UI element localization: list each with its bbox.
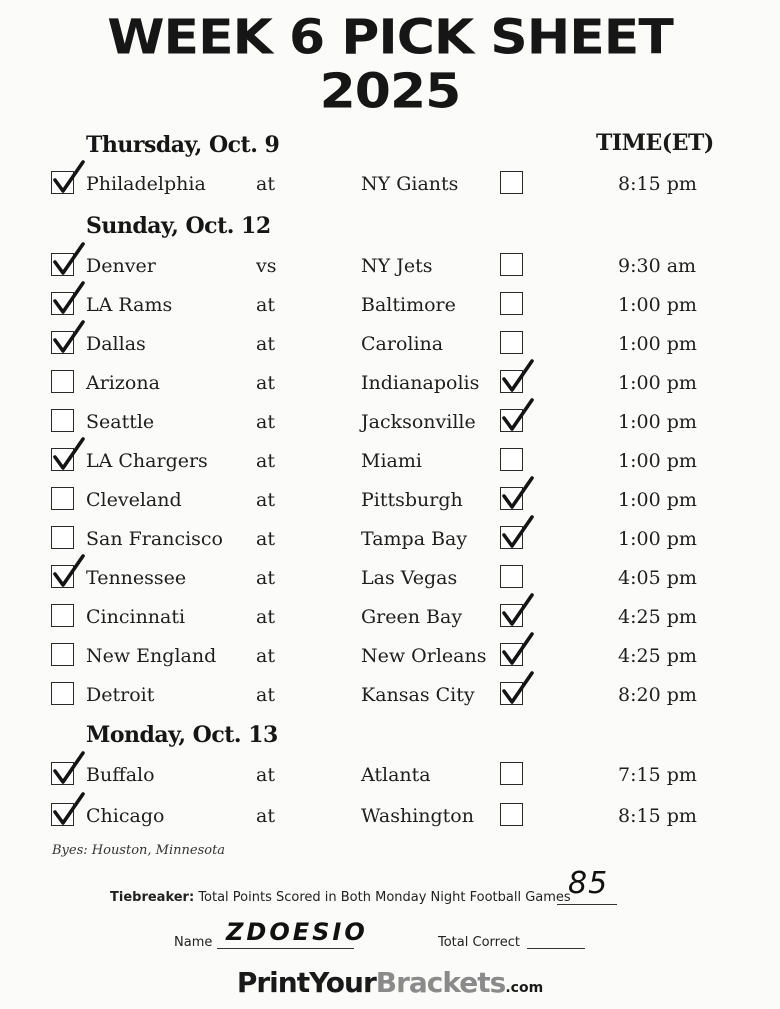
day-heading: Thursday, Oct. 9 — [86, 132, 280, 158]
checkmark-icon — [50, 281, 86, 317]
home-team: Pittsburgh — [361, 489, 463, 511]
home-team: NY Giants — [361, 173, 459, 195]
home-team: Kansas City — [361, 684, 475, 706]
away-team: Detroit — [86, 684, 155, 706]
home-pick-checkbox[interactable] — [500, 409, 523, 432]
matchup-separator: at — [256, 411, 275, 433]
checkmark-icon — [499, 476, 535, 512]
game-row — [0, 407, 780, 437]
kickoff-time: 1:00 pm — [618, 333, 697, 355]
game-row — [0, 485, 780, 515]
name-field[interactable]: ZDOESIO — [226, 918, 368, 946]
checkmark-icon — [50, 792, 86, 828]
home-pick-checkbox[interactable] — [500, 565, 523, 588]
away-pick-checkbox[interactable] — [51, 370, 74, 393]
name-label: Name — [174, 935, 213, 950]
matchup-separator: at — [256, 805, 275, 827]
checkmark-icon — [499, 515, 535, 551]
away-pick-checkbox[interactable] — [51, 331, 74, 354]
away-team: New England — [86, 645, 217, 667]
away-pick-checkbox[interactable] — [51, 604, 74, 627]
brand-part2: Brackets — [375, 966, 506, 999]
matchup-separator: at — [256, 333, 275, 355]
kickoff-time: 1:00 pm — [618, 450, 697, 472]
game-row — [0, 641, 780, 671]
home-team: Atlanta — [361, 764, 431, 786]
kickoff-time: 1:00 pm — [618, 411, 697, 433]
matchup-separator: at — [256, 606, 275, 628]
away-pick-checkbox[interactable] — [51, 171, 74, 194]
total-correct-label: Total Correct — [438, 935, 520, 950]
away-team: Buffalo — [86, 764, 155, 786]
checkmark-icon — [50, 242, 86, 278]
home-team: Baltimore — [361, 294, 456, 316]
away-team: Cincinnati — [86, 606, 186, 628]
tiebreaker-line — [557, 904, 617, 905]
checkmark-icon — [50, 320, 86, 356]
home-pick-checkbox[interactable] — [500, 448, 523, 471]
game-row — [0, 602, 780, 632]
game-row — [0, 760, 780, 790]
away-team: Philadelphia — [86, 173, 206, 195]
checkmark-icon — [50, 554, 86, 590]
home-team: NY Jets — [361, 255, 433, 277]
home-pick-checkbox[interactable] — [500, 682, 523, 705]
game-row — [0, 446, 780, 476]
kickoff-time: 8:20 pm — [618, 684, 697, 706]
game-row — [0, 524, 780, 554]
brand-part3: .com — [505, 980, 544, 996]
game-row — [0, 368, 780, 398]
checkmark-icon — [50, 437, 86, 473]
game-row — [0, 169, 780, 199]
game-row — [0, 563, 780, 593]
home-team: Miami — [361, 450, 422, 472]
checkmark-icon — [50, 751, 86, 787]
home-pick-checkbox[interactable] — [500, 604, 523, 627]
home-team: Las Vegas — [361, 567, 458, 589]
sheet-title: WEEK 6 PICK SHEET — [107, 10, 673, 66]
away-pick-checkbox[interactable] — [51, 803, 74, 826]
game-row — [0, 329, 780, 359]
home-team: Tampa Bay — [361, 528, 468, 550]
away-pick-checkbox[interactable] — [51, 448, 74, 471]
sheet-year: 2025 — [319, 64, 461, 120]
away-pick-checkbox[interactable] — [51, 292, 74, 315]
matchup-separator: at — [256, 489, 275, 511]
byes-note: Byes: Houston, Minnesota — [52, 843, 226, 858]
time-column-header: TIME(ET) — [596, 130, 714, 156]
matchup-separator: at — [256, 528, 275, 550]
kickoff-time: 1:00 pm — [618, 294, 697, 316]
home-team: Carolina — [361, 333, 444, 355]
home-pick-checkbox[interactable] — [500, 171, 523, 194]
kickoff-time: 1:00 pm — [618, 489, 697, 511]
matchup-separator: at — [256, 173, 275, 195]
kickoff-time: 9:30 am — [618, 255, 697, 277]
kickoff-time: 8:15 pm — [618, 173, 697, 195]
home-team: New Orleans — [361, 645, 487, 667]
brand-logo — [0, 966, 780, 999]
kickoff-time: 1:00 pm — [618, 372, 697, 394]
away-team: Tennessee — [86, 567, 187, 589]
matchup-separator: at — [256, 764, 275, 786]
day-heading: Sunday, Oct. 12 — [86, 213, 271, 239]
home-pick-checkbox[interactable] — [500, 526, 523, 549]
home-team: Green Bay — [361, 606, 463, 628]
home-team: Jacksonville — [361, 411, 476, 433]
tiebreaker-label — [110, 890, 571, 905]
kickoff-time: 4:05 pm — [618, 567, 697, 589]
home-pick-checkbox[interactable] — [500, 803, 523, 826]
away-pick-checkbox[interactable] — [51, 526, 74, 549]
checkmark-icon — [499, 632, 535, 668]
matchup-separator: at — [256, 684, 275, 706]
matchup-separator: vs — [256, 255, 277, 277]
home-pick-checkbox[interactable] — [500, 331, 523, 354]
checkmark-icon — [499, 359, 535, 395]
away-team: Cleveland — [86, 489, 182, 511]
matchup-separator: at — [256, 567, 275, 589]
matchup-separator: at — [256, 645, 275, 667]
away-pick-checkbox[interactable] — [51, 682, 74, 705]
game-row — [0, 680, 780, 710]
away-pick-checkbox[interactable] — [51, 253, 74, 276]
kickoff-time: 7:15 pm — [618, 764, 697, 786]
away-team: San Francisco — [86, 528, 223, 550]
home-pick-checkbox[interactable] — [500, 253, 523, 276]
kickoff-time: 8:15 pm — [618, 805, 697, 827]
home-pick-checkbox[interactable] — [500, 370, 523, 393]
away-pick-checkbox[interactable] — [51, 487, 74, 510]
away-pick-checkbox[interactable] — [51, 643, 74, 666]
home-pick-checkbox[interactable] — [500, 762, 523, 785]
away-team: Chicago — [86, 805, 165, 827]
kickoff-time: 4:25 pm — [618, 606, 697, 628]
name-line — [217, 948, 354, 949]
home-team: Indianapolis — [361, 372, 480, 394]
checkmark-icon — [499, 398, 535, 434]
brand-part1: PrintYour — [236, 966, 376, 999]
away-pick-checkbox[interactable] — [51, 409, 74, 432]
away-team: Dallas — [86, 333, 146, 355]
total-correct-field[interactable] — [527, 948, 585, 949]
away-team: Denver — [86, 255, 156, 277]
matchup-separator: at — [256, 372, 275, 394]
kickoff-time: 4:25 pm — [618, 645, 697, 667]
away-pick-checkbox[interactable] — [51, 762, 74, 785]
checkmark-icon — [499, 671, 535, 707]
away-pick-checkbox[interactable] — [51, 565, 74, 588]
game-row — [0, 290, 780, 320]
checkmark-icon — [50, 160, 86, 196]
checkmark-icon — [499, 593, 535, 629]
away-team: LA Chargers — [86, 450, 208, 472]
tiebreaker-text: Total Points Scored in Both Monday Night Football Games — [198, 890, 571, 905]
home-team: Washington — [361, 805, 474, 827]
matchup-separator: at — [256, 294, 275, 316]
away-team: Seattle — [86, 411, 155, 433]
home-pick-checkbox[interactable] — [500, 292, 523, 315]
home-pick-checkbox[interactable] — [500, 487, 523, 510]
away-team: Arizona — [86, 372, 160, 394]
home-pick-checkbox[interactable] — [500, 643, 523, 666]
matchup-separator: at — [256, 450, 275, 472]
kickoff-time: 1:00 pm — [618, 528, 697, 550]
game-row — [0, 801, 780, 831]
away-team: LA Rams — [86, 294, 173, 316]
game-row — [0, 251, 780, 281]
day-heading: Monday, Oct. 13 — [86, 722, 278, 748]
tiebreaker-field[interactable]: 85 — [568, 866, 609, 901]
tiebreaker-title: Tiebreaker: — [110, 890, 195, 905]
